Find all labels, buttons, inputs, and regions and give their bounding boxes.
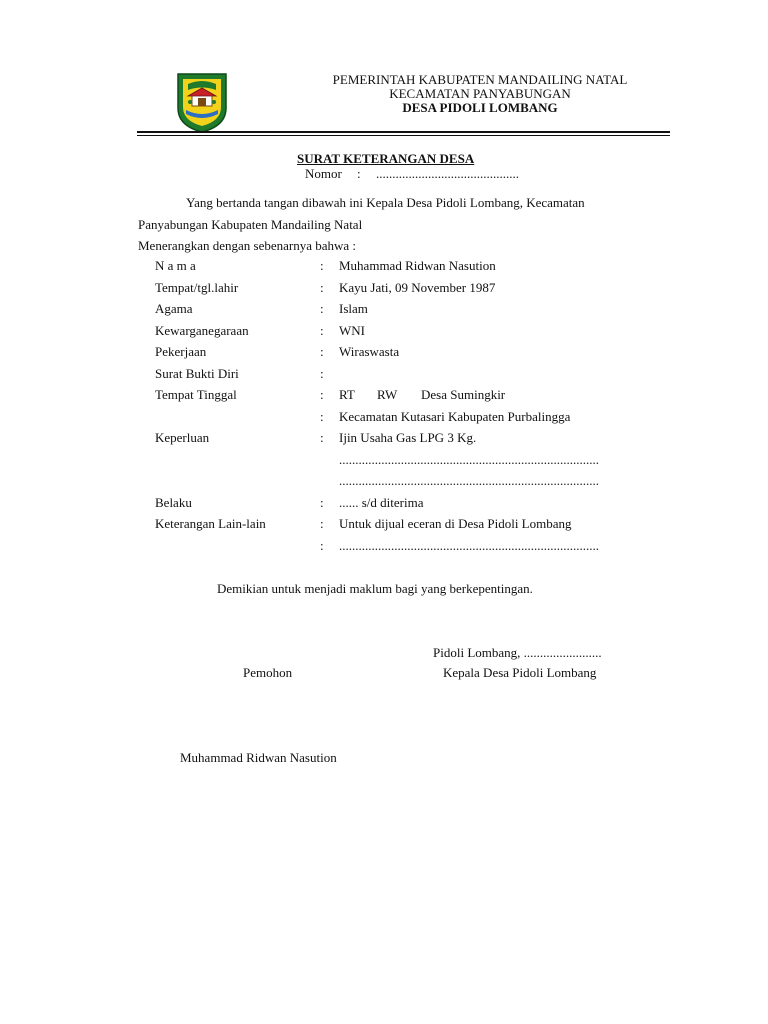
field-label-validity: Belaku <box>155 495 192 510</box>
number-separator: : <box>357 166 361 181</box>
field-value-remarks: Untuk dijual eceran di Desa Pidoli Lombang <box>339 516 572 531</box>
field-value-dotted-line: ................................................................................ <box>339 473 599 488</box>
field-value-occupation: Wiraswasta <box>339 344 400 359</box>
number-value: ............................................ <box>376 166 519 181</box>
field-label-citizenship: Kewarganegaraan <box>155 323 249 338</box>
field-value-dotted-line: ................................................................................ <box>339 452 599 467</box>
field-separator: : <box>320 409 324 424</box>
field-value-purpose: Ijin Usaha Gas LPG 3 Kg. <box>339 430 477 445</box>
field-separator: : <box>320 538 324 553</box>
signature-head-role: Kepala Desa Pidoli Lombang <box>443 665 597 680</box>
field-label-occupation: Pekerjaan <box>155 344 207 359</box>
field-value-validity: ...... s/d diterima <box>339 495 424 510</box>
field-separator: : <box>320 387 324 402</box>
field-label-residence: Tempat Tinggal <box>155 387 237 402</box>
field-separator: : <box>320 323 324 338</box>
regency-logo <box>174 70 230 134</box>
intro-line-3: Menerangkan dengan sebenarnya bahwa : <box>138 238 357 253</box>
field-value-citizenship: WNI <box>339 323 365 338</box>
intro-line-2: Panyabungan Kabupaten Mandailing Natal <box>138 217 363 232</box>
intro-line-1: Yang bertanda tangan dibawah ini Kepala Desa Pidoli Lombang, Kecamatan <box>186 195 585 210</box>
letterhead-divider-thin <box>137 135 670 136</box>
field-label-id-proof: Surat Bukti Diri <box>155 366 239 381</box>
field-value-name: Muhammad Ridwan Nasution <box>339 258 496 273</box>
field-separator: : <box>320 301 324 316</box>
field-separator: : <box>320 366 324 381</box>
field-label-remarks: Keterangan Lain-lain <box>155 516 266 531</box>
field-rw: RW <box>377 387 398 402</box>
field-label-purpose: Keperluan <box>155 430 210 445</box>
field-value-birth: Kayu Jati, 09 November 1987 <box>339 280 496 295</box>
field-value-dotted-line: ................................................................................ <box>339 538 599 553</box>
field-label-religion: Agama <box>155 301 193 316</box>
field-label-name: N a m a <box>155 258 196 273</box>
field-separator: : <box>320 280 324 295</box>
letterhead-divider-thick <box>137 131 670 133</box>
field-separator: : <box>320 258 324 273</box>
field-value-residence: Desa Sumingkir <box>421 387 506 402</box>
field-separator: : <box>320 344 324 359</box>
signature-applicant-role: Pemohon <box>243 665 293 680</box>
field-separator: : <box>320 495 324 510</box>
field-separator: : <box>320 516 324 531</box>
closing-statement: Demikian untuk menjadi maklum bagi yang berkepentingan. <box>217 581 533 596</box>
signature-applicant-name: Muhammad Ridwan Nasution <box>180 750 337 765</box>
number-label: Nomor <box>305 166 342 181</box>
letterhead-district: KECAMATAN PANYABUNGAN <box>389 86 571 101</box>
field-value-residence-district: Kecamatan Kutasari Kabupaten Purbalingga <box>339 409 571 424</box>
letter-title: SURAT KETERANGAN DESA <box>297 151 475 166</box>
letterhead-government: PEMERINTAH KABUPATEN MANDAILING NATAL <box>332 72 628 87</box>
signature-place-date: Pidoli Lombang, ........................ <box>433 645 602 660</box>
field-value-religion: Islam <box>339 301 368 316</box>
field-label-birth: Tempat/tgl.lahir <box>155 280 239 295</box>
field-separator: : <box>320 430 324 445</box>
field-rt: RT <box>339 387 355 402</box>
letterhead-village: DESA PIDOLI LOMBANG <box>402 100 558 115</box>
